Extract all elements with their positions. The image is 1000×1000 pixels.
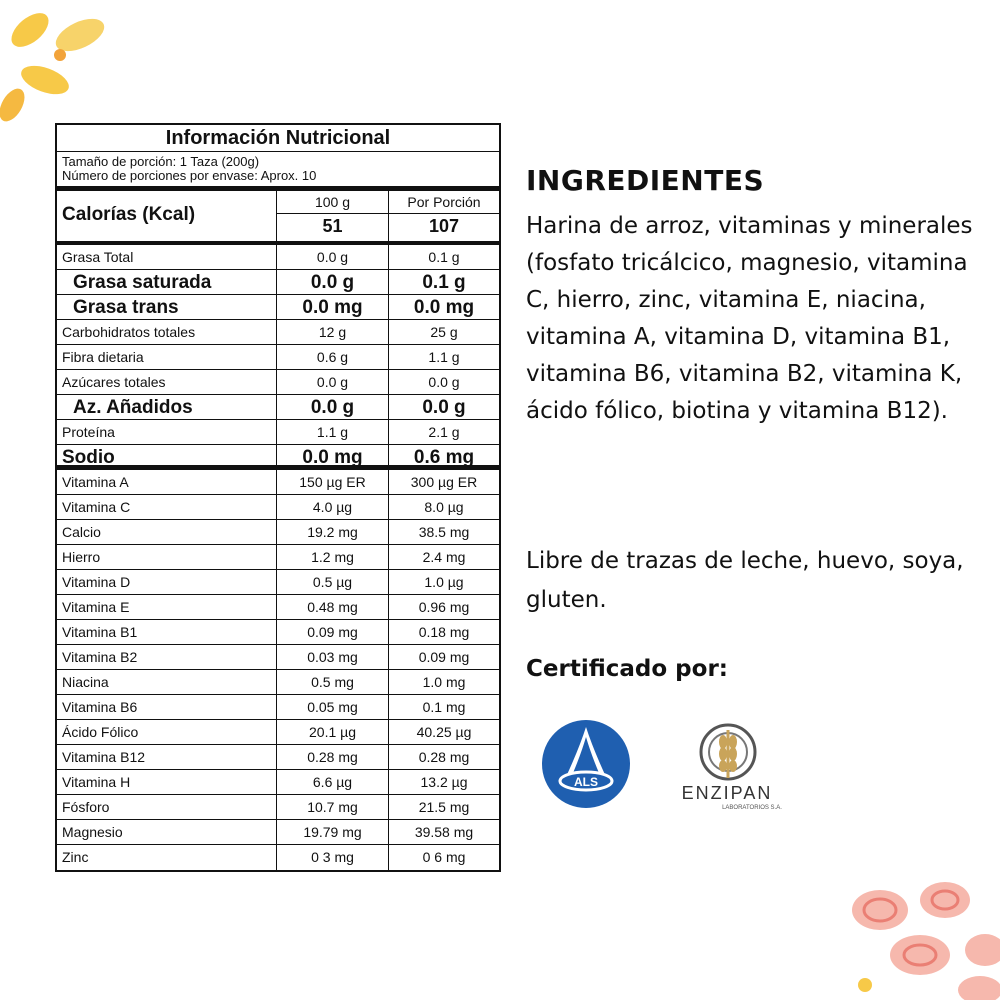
table-row [57, 520, 499, 545]
value-100g: 0.28 mg [276, 745, 388, 769]
column-header-100g: 100 g [277, 191, 388, 214]
nutrient-label: Vitamina A [62, 474, 129, 490]
value-100g: 150 µg ER [276, 470, 388, 494]
table-row [57, 570, 499, 595]
nutrition-title: Información Nutricional [57, 125, 499, 152]
value-100g: 0.0 mg [276, 295, 388, 319]
value-portion: 38.5 mg [388, 520, 499, 544]
ingredients-title: INGREDIENTES [526, 164, 765, 197]
nutrient-label: Grasa saturada [73, 272, 212, 293]
value-100g: 0.5 µg [276, 570, 388, 594]
table-row [57, 470, 499, 495]
value-portion: 0.0 g [388, 370, 499, 394]
value-portion: 25 g [388, 320, 499, 344]
value-portion: 0.1 mg [388, 695, 499, 719]
value-100g: 20.1 µg [276, 720, 388, 744]
value-100g: 10.7 mg [276, 795, 388, 819]
value-portion: 0.1 g [388, 245, 499, 269]
value-100g: 0.48 mg [276, 595, 388, 619]
decorative-petals-top-left [0, 0, 120, 130]
value-100g: 0.03 mg [276, 645, 388, 669]
value-portion: 0.18 mg [388, 620, 499, 644]
calories-value-portion: 107 [428, 216, 460, 236]
table-row [57, 770, 499, 795]
table-row [57, 395, 499, 420]
nutrient-label: Calcio [62, 524, 101, 540]
value-100g: 1.2 mg [276, 545, 388, 569]
nutrient-label: Hierro [62, 549, 101, 565]
table-row [57, 320, 499, 345]
table-row [57, 420, 499, 445]
value-100g: 0.0 mg [276, 445, 388, 465]
nutrient-label: Vitamina D [62, 574, 131, 590]
value-portion: 0.1 g [388, 270, 499, 294]
nutrient-label: Azúcares totales [62, 374, 166, 390]
value-100g: 0.5 mg [276, 670, 388, 694]
nutrient-label: Vitamina B1 [62, 624, 138, 640]
certified-by-title: Certificado por: [526, 656, 728, 682]
value-portion: 40.25 µg [388, 720, 499, 744]
table-row [57, 745, 499, 770]
calories-col-100g [276, 191, 388, 241]
table-row [57, 795, 499, 820]
value-portion: 0.0 g [388, 395, 499, 419]
nutrient-label: Sodio [62, 447, 115, 468]
als-logo-text: ALS [574, 775, 598, 789]
table-row [57, 370, 499, 395]
enzipan-logo-subtext: LABORATORIOS S.A. [722, 805, 782, 810]
nutrition-facts-table [55, 123, 501, 872]
nutrient-label: Vitamina H [62, 774, 131, 790]
nutrient-label: Grasa trans [73, 297, 179, 318]
table-row [57, 645, 499, 670]
value-portion: 2.1 g [388, 420, 499, 444]
nutrient-label: Zinc [62, 849, 89, 865]
table-row [57, 670, 499, 695]
table-row [57, 720, 499, 745]
nutrient-label: Fibra dietaria [62, 349, 144, 365]
calories-row [57, 191, 499, 245]
value-portion: 0.6 mg [388, 445, 499, 465]
table-row [57, 270, 499, 295]
value-100g: 0 3 mg [276, 845, 388, 870]
value-100g: 0.0 g [276, 270, 388, 294]
nutrient-label: Grasa Total [62, 249, 134, 265]
calories-value-100g: 51 [322, 216, 343, 236]
table-row [57, 620, 499, 645]
nutrient-label: Vitamina B6 [62, 699, 138, 715]
value-100g: 0.0 g [276, 395, 388, 419]
serving-size: Tamaño de porción: 1 Taza (200g) [62, 154, 260, 169]
column-header-portion: Por Porción [389, 191, 499, 214]
value-100g: 19.79 mg [276, 820, 388, 844]
table-row [57, 445, 499, 470]
table-row [57, 545, 499, 570]
decorative-flower-bottom-right [840, 875, 1000, 1000]
table-row [57, 245, 499, 270]
enzipan-logo-text: ENZIPAN [681, 783, 773, 803]
value-portion: 0.09 mg [388, 645, 499, 669]
nutrient-label: Ácido Fólico [62, 724, 139, 740]
nutrient-label: Vitamina B2 [62, 649, 138, 665]
value-portion: 2.4 mg [388, 545, 499, 569]
nutrient-label: Vitamina C [62, 499, 131, 515]
nutrient-label: Fósforo [62, 799, 110, 815]
value-portion: 1.0 µg [388, 570, 499, 594]
value-100g: 0.09 mg [276, 620, 388, 644]
value-portion: 0.96 mg [388, 595, 499, 619]
table-row [57, 695, 499, 720]
value-portion: 0.28 mg [388, 745, 499, 769]
table-row [57, 820, 499, 845]
value-portion: 1.0 mg [388, 670, 499, 694]
value-portion: 0 6 mg [388, 845, 499, 870]
table-row [57, 845, 499, 870]
value-100g: 19.2 mg [276, 520, 388, 544]
value-portion: 13.2 µg [388, 770, 499, 794]
value-portion: 21.5 mg [388, 795, 499, 819]
value-100g: 0.05 mg [276, 695, 388, 719]
nutrient-label: Proteína [62, 424, 115, 440]
enzipan-logo [660, 722, 795, 810]
nutrient-label: Az. Añadidos [73, 397, 193, 418]
servings-per-container: Número de porciones por envase: Aprox. 10 [62, 168, 317, 183]
value-portion: 300 µg ER [388, 470, 499, 494]
table-row [57, 595, 499, 620]
allergen-free-text: Libre de trazas de leche, huevo, soya, gluten. [526, 548, 964, 613]
table-row [57, 345, 499, 370]
als-logo [541, 719, 631, 809]
value-100g: 12 g [276, 320, 388, 344]
value-portion: 0.0 mg [388, 295, 499, 319]
value-portion: 8.0 µg [388, 495, 499, 519]
value-100g: 6.6 µg [276, 770, 388, 794]
calories-label: Calorías (Kcal) [62, 204, 196, 225]
serving-info [57, 152, 499, 191]
table-row [57, 495, 499, 520]
nutrient-label: Magnesio [62, 824, 123, 840]
ingredients-text: Harina de arroz, vitaminas y minerales (fosfato tricálcico, magnesio, vitamina C, hierro, zinc, vitamina E, niacina, vitamina A, vitamina D, vitamina B1, vitamina B6, vitamina B2, vitamina K, ácido fólico, biotina y vitamina B12). [526, 213, 973, 424]
value-100g: 0.0 g [276, 245, 388, 269]
value-100g: 1.1 g [276, 420, 388, 444]
nutrient-label: Carbohidratos totales [62, 324, 196, 340]
table-row [57, 295, 499, 320]
value-100g: 4.0 µg [276, 495, 388, 519]
value-100g: 0.6 g [276, 345, 388, 369]
value-100g: 0.0 g [276, 370, 388, 394]
nutrient-label: Vitamina B12 [62, 749, 146, 765]
calories-col-portion [388, 191, 499, 241]
nutrient-label: Niacina [62, 674, 109, 690]
nutrient-label: Vitamina E [62, 599, 130, 615]
value-portion: 39.58 mg [388, 820, 499, 844]
value-portion: 1.1 g [388, 345, 499, 369]
